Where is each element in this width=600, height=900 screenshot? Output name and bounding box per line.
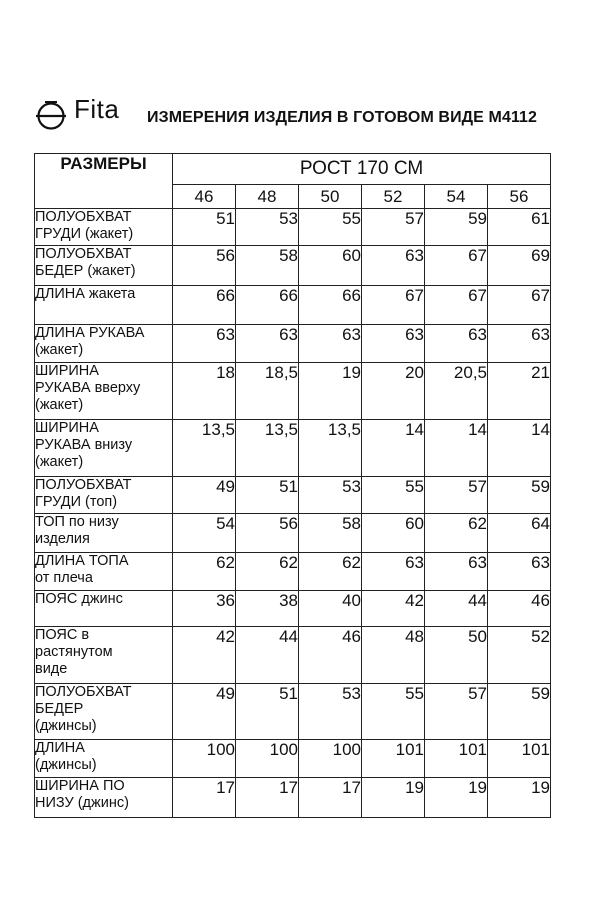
- measurement-value: 100: [299, 740, 362, 778]
- measurement-value: 44: [236, 627, 299, 684]
- measurement-label: ДЛИНА (джинсы): [35, 740, 173, 778]
- measurement-value: 63: [425, 325, 488, 363]
- size-column-header: 56: [488, 185, 551, 209]
- measurement-value: 56: [236, 514, 299, 553]
- brand-name: Fita: [74, 94, 120, 124]
- measurement-value: 59: [488, 477, 551, 514]
- measurement-value: 53: [299, 684, 362, 740]
- measurement-value: 63: [488, 325, 551, 363]
- measurement-value: 19: [362, 778, 425, 818]
- size-column-header: 46: [173, 185, 236, 209]
- measurement-value: 57: [425, 477, 488, 514]
- measurement-value: 63: [362, 325, 425, 363]
- measurement-value: 51: [173, 209, 236, 246]
- table-row: [35, 591, 551, 627]
- measurement-value: 17: [236, 778, 299, 818]
- table-row: [35, 627, 551, 684]
- measurement-value: 57: [425, 684, 488, 740]
- measurement-label: ПОЯС в растянутом виде: [35, 627, 173, 684]
- measurement-value: 55: [299, 209, 362, 246]
- measurement-value: 52: [488, 627, 551, 684]
- measurement-value: 54: [173, 514, 236, 553]
- model-code: М4112: [488, 109, 538, 126]
- table-row: [35, 420, 551, 477]
- measurement-value: 19: [425, 778, 488, 818]
- measurement-value: 63: [362, 246, 425, 286]
- measurement-label: ПОЯС джинс: [35, 591, 173, 627]
- measurement-value: 101: [362, 740, 425, 778]
- measurement-value: 49: [173, 477, 236, 514]
- measurement-value: 53: [236, 209, 299, 246]
- measurement-value: 18: [173, 363, 236, 420]
- measurement-value: 62: [425, 514, 488, 553]
- table-row: [35, 209, 551, 246]
- measurement-value: 19: [299, 363, 362, 420]
- measurement-value: 60: [299, 246, 362, 286]
- page-header: [34, 96, 574, 136]
- measurement-value: 59: [425, 209, 488, 246]
- measurement-label: ШИРИНА РУКАВА внизу (жакет): [35, 420, 173, 477]
- measurement-value: 66: [173, 286, 236, 325]
- measurement-value: 67: [425, 286, 488, 325]
- measurement-value: 101: [425, 740, 488, 778]
- table-row: [35, 286, 551, 325]
- measurement-value: 13,5: [299, 420, 362, 477]
- measurement-value: 55: [362, 477, 425, 514]
- measurement-value: 63: [236, 325, 299, 363]
- measurement-value: 61: [488, 209, 551, 246]
- measurement-value: 51: [236, 477, 299, 514]
- measurement-value: 13,5: [236, 420, 299, 477]
- height-header: РОСТ 170 СМ: [173, 154, 551, 185]
- measurement-value: 67: [425, 246, 488, 286]
- sizes-header: РАЗМЕРЫ: [35, 154, 173, 209]
- measurement-value: 13,5: [173, 420, 236, 477]
- measurement-value: 62: [299, 553, 362, 591]
- measurement-value: 44: [425, 591, 488, 627]
- measurement-value: 36: [173, 591, 236, 627]
- measurement-label: ПОЛУОБХВАТ БЕДЕР (жакет): [35, 246, 173, 286]
- measurement-value: 67: [362, 286, 425, 325]
- measurement-value: 20: [362, 363, 425, 420]
- measurement-value: 46: [299, 627, 362, 684]
- table-row: [35, 778, 551, 818]
- measurement-value: 56: [173, 246, 236, 286]
- size-chart-table: [34, 153, 551, 818]
- table-row: [35, 477, 551, 514]
- measurement-label: ПОЛУОБХВАТ БЕДЕР (джинсы): [35, 684, 173, 740]
- measurement-value: 50: [425, 627, 488, 684]
- measurement-value: 63: [173, 325, 236, 363]
- measurement-value: 40: [299, 591, 362, 627]
- measurement-value: 69: [488, 246, 551, 286]
- measurement-value: 42: [362, 591, 425, 627]
- measurement-value: 57: [362, 209, 425, 246]
- measurement-value: 53: [299, 477, 362, 514]
- measurement-value: 48: [362, 627, 425, 684]
- table-row: [35, 363, 551, 420]
- measurement-value: 14: [425, 420, 488, 477]
- measurement-label: ДЛИНА жакета: [35, 286, 173, 325]
- size-column-header: 54: [425, 185, 488, 209]
- measurement-value: 66: [299, 286, 362, 325]
- measurement-value: 63: [362, 553, 425, 591]
- document-title: [147, 109, 537, 127]
- table-row: [35, 514, 551, 553]
- size-column-header: 48: [236, 185, 299, 209]
- measurement-value: 66: [236, 286, 299, 325]
- measurement-value: 58: [236, 246, 299, 286]
- measurement-label: ШИРИНА ПО НИЗУ (джинс): [35, 778, 173, 818]
- table-row: [35, 246, 551, 286]
- measurement-value: 17: [299, 778, 362, 818]
- measurement-value: 49: [173, 684, 236, 740]
- table-row: [35, 553, 551, 591]
- measurement-value: 17: [173, 778, 236, 818]
- table-row: [35, 684, 551, 740]
- measurement-value: 46: [488, 591, 551, 627]
- measurement-value: 100: [236, 740, 299, 778]
- measurement-label: ДЛИНА ТОПА от плеча: [35, 553, 173, 591]
- size-column-header: 52: [362, 185, 425, 209]
- measurement-label: ТОП по низу изделия: [35, 514, 173, 553]
- measurement-label: ШИРИНА РУКАВА вверху (жакет): [35, 363, 173, 420]
- measurement-value: 64: [488, 514, 551, 553]
- measurement-value: 14: [488, 420, 551, 477]
- measurement-value: 63: [299, 325, 362, 363]
- measurement-value: 100: [173, 740, 236, 778]
- measurement-value: 63: [488, 553, 551, 591]
- table-row: [35, 740, 551, 778]
- measurement-value: 55: [362, 684, 425, 740]
- measurement-value: 59: [488, 684, 551, 740]
- title-text: ИЗМЕРЕНИЯ ИЗДЕЛИЯ В ГОТОВОМ ВИДЕ: [147, 109, 484, 126]
- measurement-rows: [35, 209, 551, 818]
- measurement-value: 67: [488, 286, 551, 325]
- measurement-value: 51: [236, 684, 299, 740]
- measurement-value: 20,5: [425, 363, 488, 420]
- measurement-value: 62: [236, 553, 299, 591]
- table-row: [35, 325, 551, 363]
- measurement-value: 101: [488, 740, 551, 778]
- measurement-label: ПОЛУОБХВАТ ГРУДИ (топ): [35, 477, 173, 514]
- measurement-value: 19: [488, 778, 551, 818]
- measurement-value: 58: [299, 514, 362, 553]
- size-column-header: 50: [299, 185, 362, 209]
- measurement-label: ПОЛУОБХВАТ ГРУДИ (жакет): [35, 209, 173, 246]
- measurement-value: 63: [425, 553, 488, 591]
- measurement-value: 60: [362, 514, 425, 553]
- measurement-value: 21: [488, 363, 551, 420]
- measurement-label: ДЛИНА РУКАВА (жакет): [35, 325, 173, 363]
- measurement-value: 62: [173, 553, 236, 591]
- fita-logo-icon: [34, 99, 68, 133]
- measurement-value: 14: [362, 420, 425, 477]
- measurement-value: 38: [236, 591, 299, 627]
- measurement-value: 42: [173, 627, 236, 684]
- measurement-value: 18,5: [236, 363, 299, 420]
